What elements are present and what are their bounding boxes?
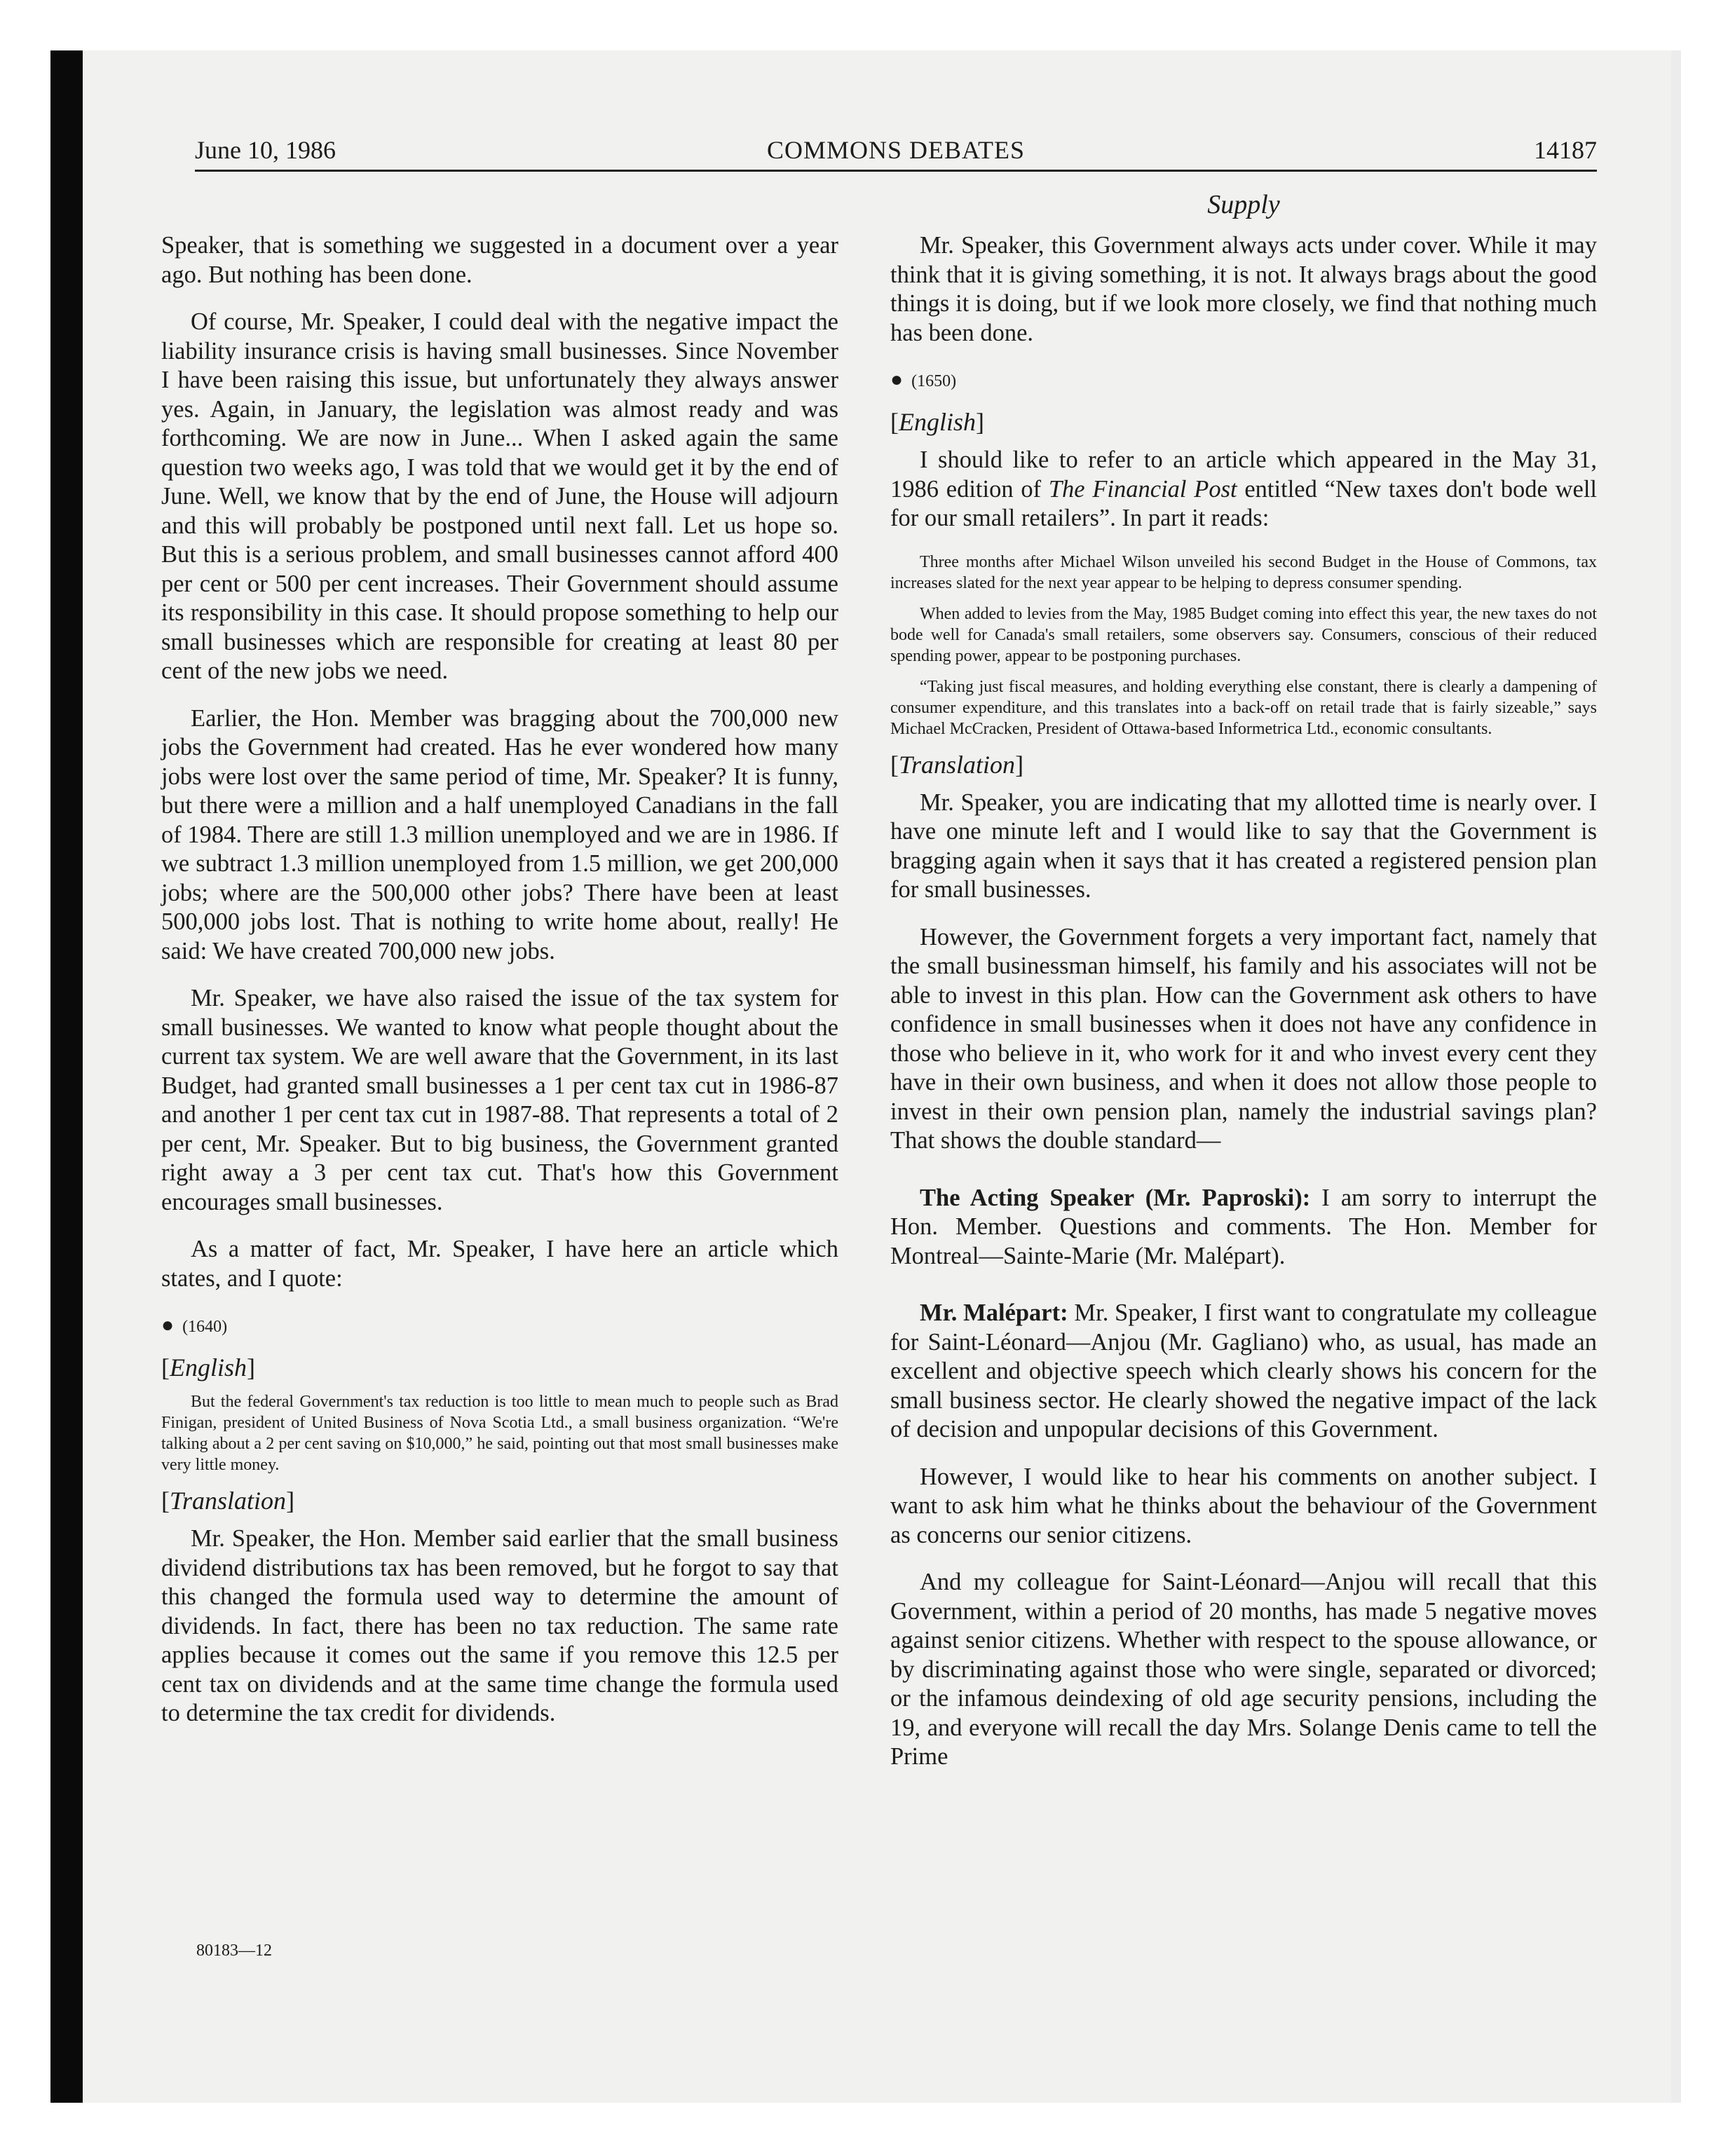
scan-margin bbox=[0, 0, 50, 2156]
paragraph-text: entitled “New taxes don't bode well for our small retailers”. In part it reads: bbox=[890, 475, 1597, 531]
paragraph: And my colleague for Saint-Léonard—Anjou will recall that this Government, within a period of 20 months, has made 5 negative moves against senior citizens. Whether with respect to the spouse allowance, or by discriminating against those who were single, separated or divorced; or the infamous deindexing of old age security pensions, including the 19, and everyone will recall the day Mrs. Solange Denis came to tell the Prime bbox=[890, 1569, 1597, 1770]
paragraph: Mr. Speaker, this Government always acts under cover. While it may think that it is giving something, it is not. It always brags about the good things it is doing, but if we look more closely, we find that nothing much has been done. bbox=[890, 232, 1597, 346]
paragraph bbox=[890, 1184, 1597, 1271]
speaker-name: The Acting Speaker (Mr. Paproski): bbox=[920, 1184, 1311, 1211]
right-column bbox=[890, 231, 1597, 1790]
paragraph: However, the Government forgets a very important fact, namely that the small businessman himself, his family and his associates will not be able to invest in this plan. How can the Government ask others to have confidence in small businesses when it does not have any confidence in those who believe in it, who work for it and who invest every cent they have in their own business, and when it does not allow those people to invest in their own pension plan, namely the industrial savings plan? That shows the double standard— bbox=[890, 923, 1597, 1154]
scan-binding-edge bbox=[50, 50, 83, 2103]
paragraph bbox=[890, 446, 1597, 533]
header-page-number: 14187 bbox=[1534, 136, 1597, 164]
language-label: [English] bbox=[161, 1353, 256, 1381]
language-label-text: Translation bbox=[170, 1487, 287, 1515]
paragraph-text: I am sorry to interrupt the Hon. Member. Questions and comments. The Hon. Member for Montreal—Sainte-Marie (Mr. Malépart). bbox=[890, 1184, 1597, 1269]
scan-right-edge bbox=[1671, 50, 1681, 2103]
paragraph: Mr. Speaker, we have also raised the issue of the tax system for small businesses. We wanted to know what people thought about the current tax system. We are well aware that the Government, in its last Budget, had granted small businesses a 1 per cent tax cut in 1986-87 and another 1 per cent tax cut in 1987-88. That represents a total of 2 per cent, Mr. Speaker. But to big business, the Government granted right away a 3 per cent tax cut. That's how this Government encourages small businesses. bbox=[161, 985, 838, 1215]
quotation: When added to levies from the May, 1985 Budget coming into effect this year, the new taxes do not bode well for Canada's small retailers, some observers say. Consumers, conscious of their reduced spending power, appear to be postponing purchases. bbox=[890, 604, 1597, 665]
paragraph: As a matter of fact, Mr. Speaker, I have here an article which states, and I quote: bbox=[161, 1236, 838, 1292]
quotation: “Taking just fiscal measures, and holding everything else constant, there is clearly a dampening of consumer expenditure, and this translates into a back-off on retail trade that is fairly sizeable,” says Michael McCracken, President of Ottawa-based Informetrica Ltd., economic consultants. bbox=[890, 677, 1597, 738]
paragraph: Mr. Speaker, the Hon. Member said earlier that the small business dividend distributions tax has been removed, but he forgot to say that this changed the formula used way to determine the amount of dividends. In fact, there has been no tax reduction. The same rate applies because it comes out the same if you remove this 12.5 per cent tax on dividends and at the same time change the formula used to determine the tax credit for dividends. bbox=[161, 1525, 838, 1726]
running-header bbox=[195, 133, 1597, 167]
time-marker bbox=[890, 366, 1597, 395]
language-label: [Translation] bbox=[890, 750, 1024, 779]
footer-code: 80183—12 bbox=[196, 1942, 272, 1960]
speaker-name: Mr. Malépart: bbox=[920, 1299, 1068, 1326]
left-column bbox=[161, 231, 838, 1747]
quotation: Three months after Michael Wilson unveiled his second Budget in the House of Commons, tax increases slated for the next year appear to be helping to depress consumer spending. bbox=[890, 552, 1597, 592]
paragraph bbox=[890, 1299, 1597, 1445]
paragraph: Mr. Speaker, you are indicating that my allotted time is nearly over. I have one minute left and I would like to say that the Government is bragging again when it says that it has created a registered pension plan for small businesses. bbox=[890, 789, 1597, 903]
language-label-text: English bbox=[170, 1353, 247, 1381]
time-stamp: (1650) bbox=[911, 372, 957, 390]
paragraph: Of course, Mr. Speaker, I could deal with the negative impact the liability insurance crisis is having small businesses. Since November I have been raising this issue, but unfortunately they always answer yes. Again, in January, the legislation was almost ready and was forthcoming. We are now in June... When I asked again the same question two weeks ago, I was told that we would get it by the end of June. Well, we know that by the end of June, the House will adjourn and this will probably be postponed until next fall. Let us hope so. But this is a serious problem, and small businesses cannot afford 400 per cent or 500 per cent increases. Their Government should assume its responsibility in this case. It should propose something to help our small businesses which are responsible for creating at least 80 per cent of the new jobs we need. bbox=[161, 308, 838, 684]
paragraph-text: Mr. Speaker, I first want to congratulate my colleague for Saint-Léonard—Anjou (Mr. Gagliano) who, as usual, has made an excellent and objective speech which clearly shows his concern for the small business sector. He clearly showed the negative impact of the lack of decision and unpopular decisions of this Government. bbox=[890, 1299, 1597, 1442]
header-title: COMMONS DEBATES bbox=[766, 136, 1026, 164]
language-label-text: Translation bbox=[899, 750, 1016, 779]
header-date: June 10, 1986 bbox=[195, 136, 336, 164]
time-stamp: (1640) bbox=[182, 1318, 228, 1336]
bullet-icon: ● bbox=[161, 1314, 175, 1337]
quotation: But the federal Government's tax reduction is too little to mean much to people such as Brad Finigan, president of United Business of Nova Scotia Ltd., a small business organization. “We're talking about a 2 per cent saving on $10,000,” he said, pointing out that most small businesses make very little money. bbox=[161, 1393, 838, 1474]
publication-title: The Financial Post bbox=[1048, 475, 1237, 503]
time-marker bbox=[161, 1311, 838, 1341]
paragraph-text: I should like to refer to an article which appeared in the May 31, 1986 edition of bbox=[890, 446, 1597, 503]
language-label-text: English bbox=[899, 408, 977, 436]
paragraph: Speaker, that is something we suggested in a document over a year ago. But nothing has been done. bbox=[161, 232, 838, 288]
header-rule bbox=[195, 170, 1597, 172]
bullet-icon: ● bbox=[890, 368, 904, 391]
language-label: [Translation] bbox=[161, 1487, 295, 1515]
section-heading: Supply bbox=[1207, 190, 1280, 219]
paragraph: However, I would like to hear his comments on another subject. I want to ask him what he thinks about the behaviour of the Government as concerns our senior citizens. bbox=[890, 1463, 1597, 1548]
paragraph: Earlier, the Hon. Member was bragging about the 700,000 new jobs the Government had created. Has he ever wondered how many jobs were lost over the same period of time, Mr. Speaker? It is funny, but there were a million and a half unemployed Canadians in the fall of 1984. There are still 1.3 million unemployed and we are in 1986. If we subtract 1.3 million unemployed from 1.5 million, we get 200,000 jobs; where are the 500,000 other jobs? There have been at least 500,000 jobs lost. That is nothing to write home about, really! He said: We have created 700,000 new jobs. bbox=[161, 704, 838, 964]
language-label: [English] bbox=[890, 408, 985, 436]
